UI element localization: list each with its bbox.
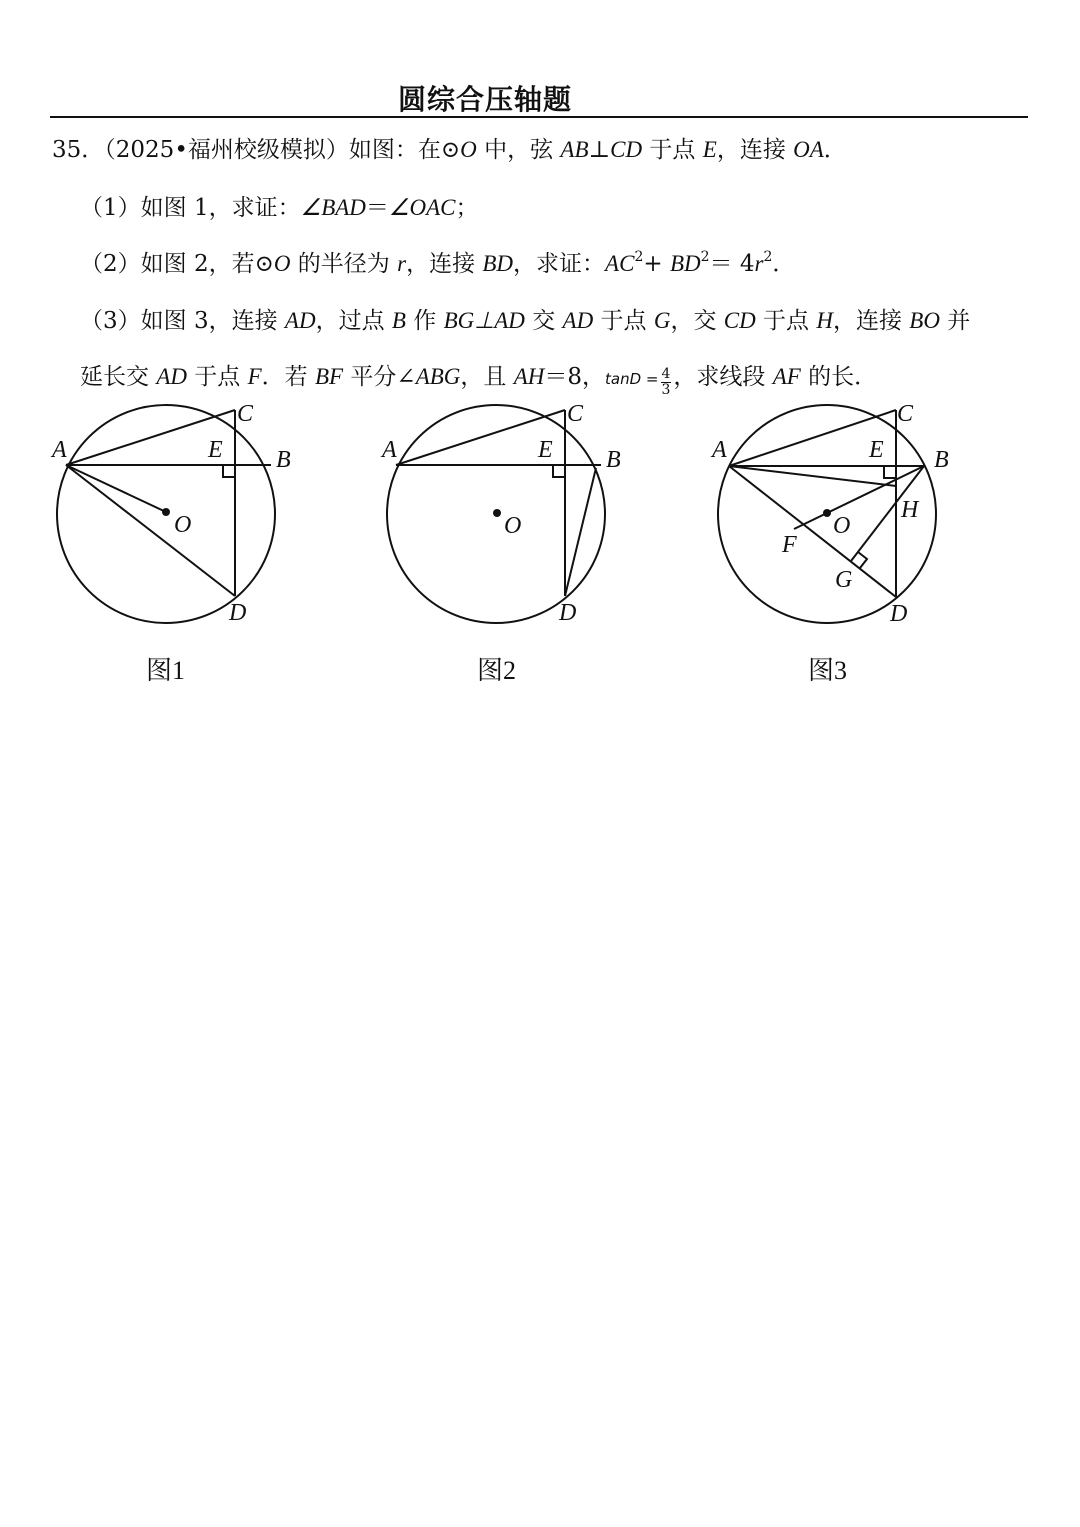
tan-expression: tanD = xyxy=(605,370,659,388)
page-title: 圆综合压轴题 xyxy=(397,83,572,116)
part-3-text: 于点 xyxy=(186,364,248,390)
point-label: G xyxy=(653,308,671,333)
circle-center-label: O xyxy=(460,137,477,162)
part-3-text: 延长交 xyxy=(80,364,157,390)
part-3-text: 交 xyxy=(524,308,563,334)
fraction-numerator: 4 xyxy=(661,366,671,382)
exponent: 2 xyxy=(634,249,644,265)
problem-number: 35． xyxy=(52,137,105,163)
plus-sign: + xyxy=(643,251,670,277)
problem-text: ，连接 xyxy=(716,137,794,163)
segment-label: AC xyxy=(605,251,635,276)
radius-label: r xyxy=(397,251,407,276)
problem-text: 于点 xyxy=(642,137,703,163)
part-3-text: （3）如图 3，连接 xyxy=(80,308,285,334)
part-3-text: ，交 xyxy=(670,308,724,334)
segment-label: CD xyxy=(723,308,756,333)
problem-statement xyxy=(52,131,847,164)
point-label: F xyxy=(247,364,262,389)
part-3-text: 并 xyxy=(939,308,971,334)
part-3-text: ，过点 xyxy=(315,308,392,334)
point-label-d: D xyxy=(229,600,247,626)
figure-3-caption: 图3 xyxy=(808,656,848,685)
point-label: B xyxy=(391,308,406,333)
segment-label: AH xyxy=(513,364,545,389)
center-dot xyxy=(493,509,501,517)
radius-label: r xyxy=(754,251,764,276)
part-2-text: ，求证： xyxy=(513,251,606,277)
problem-source: （2025•福州校级模拟） xyxy=(104,137,349,163)
angle-label: ABG xyxy=(415,364,461,389)
point-label-e: E xyxy=(208,437,223,463)
segment-label: OA xyxy=(793,137,824,162)
center-dot xyxy=(823,509,831,517)
point-label-d: D xyxy=(559,600,577,626)
center-dot xyxy=(162,508,170,516)
point-label-c: C xyxy=(567,401,584,427)
segment-bd xyxy=(565,468,596,596)
problem-text: 中，弦 xyxy=(476,137,561,163)
exponent: 2 xyxy=(700,249,710,265)
title-divider xyxy=(50,116,1028,118)
part-3-text: 的长． xyxy=(800,364,878,390)
part-2 xyxy=(80,245,795,278)
angle-label: ∠OAC xyxy=(388,195,456,220)
point-label: H xyxy=(816,308,833,333)
part-1-end: ； xyxy=(455,195,479,221)
problem-text: 如图：在⊙ xyxy=(348,137,461,163)
segment-label: AD xyxy=(562,308,594,333)
part-2-text: ，连接 xyxy=(406,251,483,277)
part-3-line-2 xyxy=(80,358,877,398)
figure-1 xyxy=(40,395,320,635)
segment-label: BO xyxy=(909,308,940,333)
point-label-g: G xyxy=(835,567,853,593)
fraction-denominator: 3 xyxy=(661,382,671,398)
segment-label: BF xyxy=(314,364,344,389)
segment-ah xyxy=(729,466,896,486)
part-3-line-1 xyxy=(80,302,970,335)
exponent: 2 xyxy=(763,249,773,265)
point-label-e: E xyxy=(869,437,884,463)
part-3-text: 于点 xyxy=(755,308,817,334)
part-3-text: 作 xyxy=(405,308,444,334)
point-label-d: D xyxy=(890,601,908,627)
segment-label: AD xyxy=(156,364,187,389)
part-2-end: ． xyxy=(772,251,796,277)
part-3-text: ＝8， xyxy=(544,364,606,390)
point-label-c: C xyxy=(897,401,914,427)
point-label-o: O xyxy=(504,513,522,539)
right-angle-mark xyxy=(223,465,235,477)
part-3-text: ．若 xyxy=(261,364,315,390)
figure-2 xyxy=(370,395,650,635)
figure-3 xyxy=(702,395,982,635)
segment-ad xyxy=(66,465,235,596)
point-label-o: O xyxy=(174,512,192,538)
part-3-text: 平分∠ xyxy=(343,364,416,390)
point-label: E xyxy=(702,137,717,162)
figure-2-caption: 图2 xyxy=(477,656,517,685)
perp-relation: BG⊥AD xyxy=(443,308,525,333)
right-angle-mark-g xyxy=(858,552,867,568)
segment-label: BD xyxy=(482,251,514,276)
segment-label: BD xyxy=(669,251,701,276)
part-3-text: ，连接 xyxy=(832,308,910,334)
equals-sign: ＝ xyxy=(365,195,389,221)
right-angle-mark xyxy=(553,465,565,477)
segment-label: AD xyxy=(284,308,316,333)
part-1-label: （1）如图 1，求证： xyxy=(80,195,301,221)
segment-label: AF xyxy=(772,364,801,389)
point-label-h: H xyxy=(901,497,919,523)
angle-label: ∠BAD xyxy=(300,195,366,220)
point-label-a: A xyxy=(382,437,397,463)
figure-1-caption: 图1 xyxy=(146,656,186,685)
circle-center-label: O xyxy=(273,251,291,276)
segment-label: CD xyxy=(610,137,643,162)
segment-label: AB xyxy=(560,137,589,162)
segment-ad xyxy=(729,466,896,597)
point-label-f: F xyxy=(782,532,797,558)
fraction xyxy=(661,367,672,398)
part-3-text: ，且 xyxy=(460,364,514,390)
part-3-text: ，求线段 xyxy=(673,364,773,390)
part-3-text: 于点 xyxy=(593,308,654,334)
point-label-o: O xyxy=(833,513,851,539)
equals-sign: ＝ 4 xyxy=(709,251,755,277)
right-angle-mark xyxy=(884,466,896,478)
perp-symbol: ⊥ xyxy=(588,137,611,163)
point-label-b: B xyxy=(934,447,949,473)
point-label-e: E xyxy=(538,437,553,463)
point-label-b: B xyxy=(276,447,291,473)
point-label-c: C xyxy=(237,401,254,427)
part-2-text: 的半径为 xyxy=(290,251,398,277)
point-label-b: B xyxy=(606,447,621,473)
part-2-label: （2）如图 2，若⊙ xyxy=(80,251,274,277)
part-1 xyxy=(80,189,479,222)
problem-text: ． xyxy=(823,137,847,163)
point-label-a: A xyxy=(712,437,727,463)
point-label-a: A xyxy=(52,437,67,463)
